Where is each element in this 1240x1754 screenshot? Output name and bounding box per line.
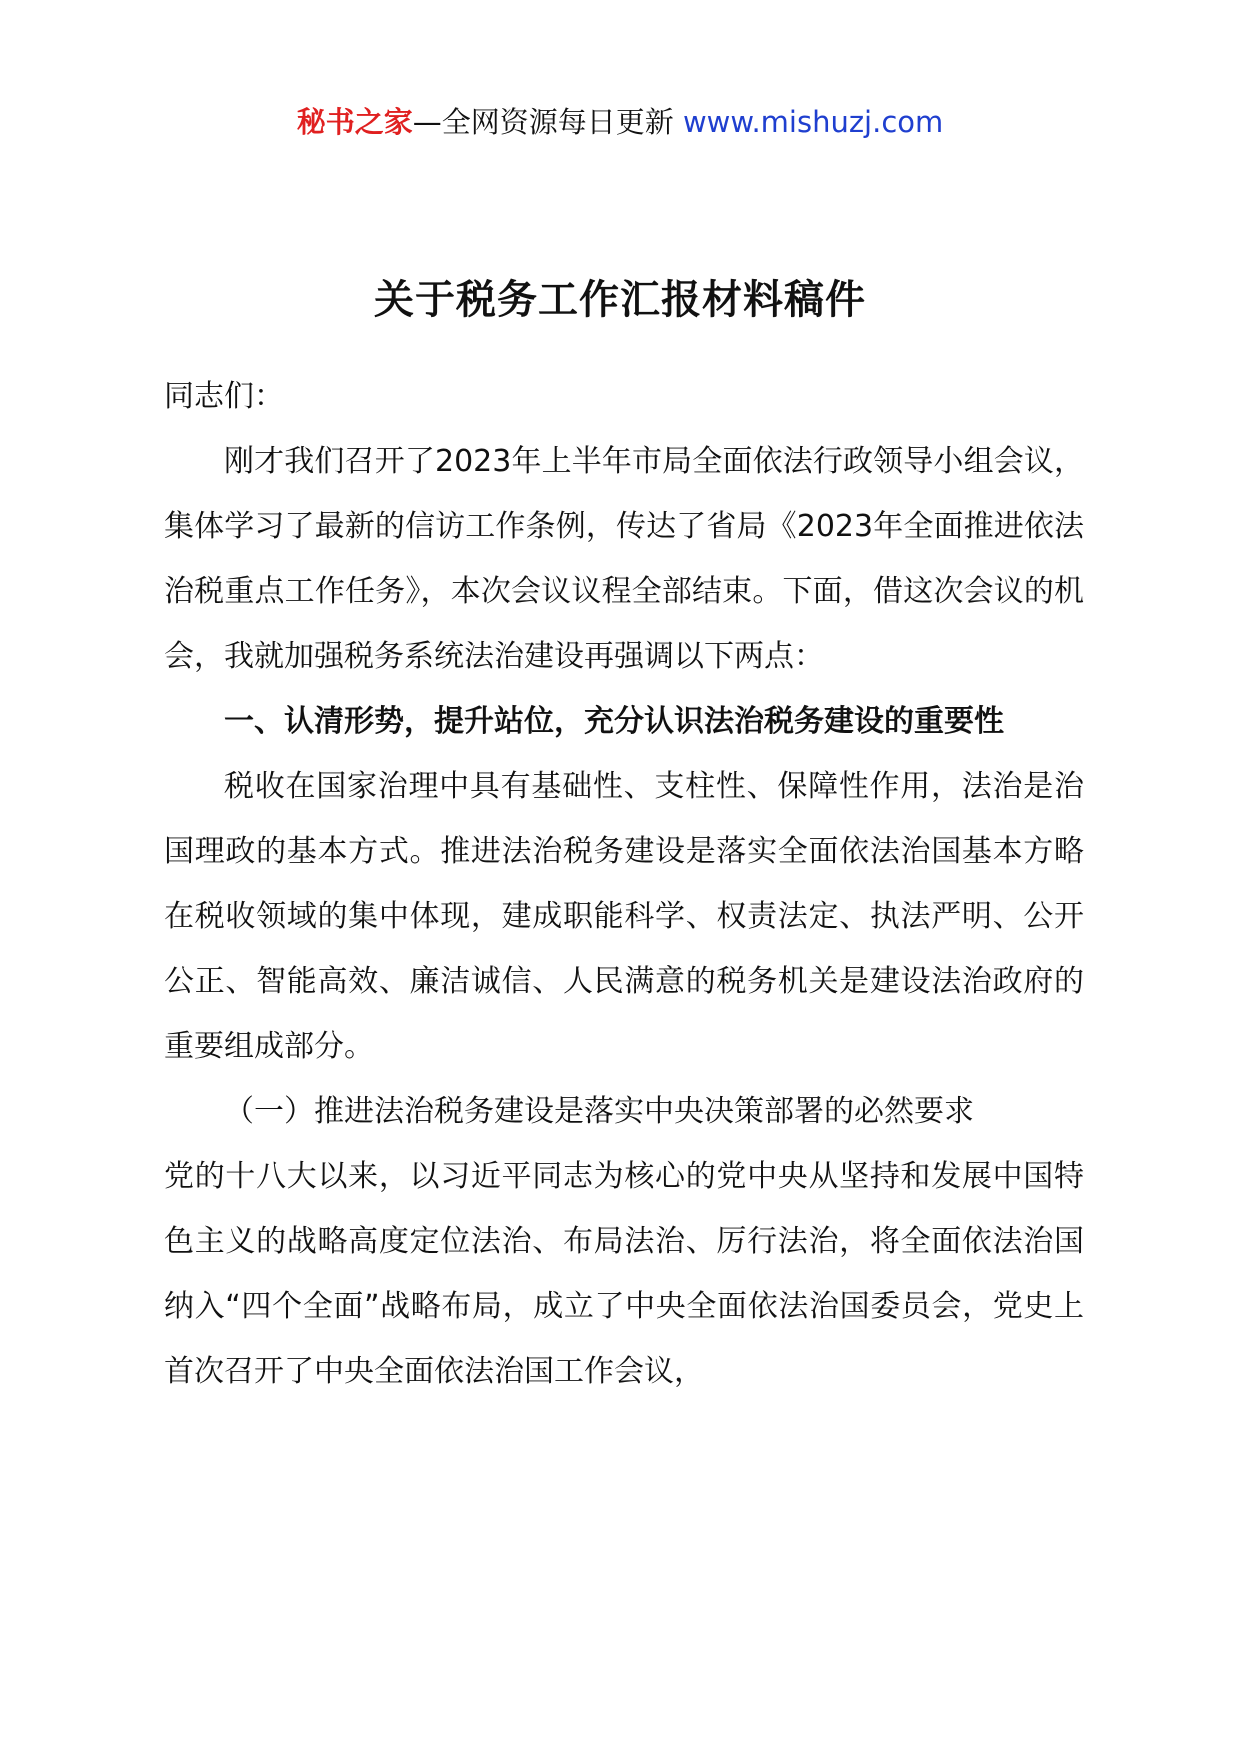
document-title: 关于税务工作汇报材料稿件 [374, 277, 866, 323]
paragraph-section-1: 税收在国家治理中具有基础性、支柱性、保障性作用，法治是治国理政的基本方式。推进法治税务建设是落实全面依法治国基本方略在税收领域的集中体现，建成职能科学、权责法定、执法严明、公开公正、智能高效、廉洁诚信、人民满意的税务机关是建设法治政府的重要组成部分。 [164, 769, 1084, 1064]
brand-name: 秘书之家 [296, 105, 413, 139]
site-header [0, 100, 1240, 144]
paragraph-subsection-1: 党的十八大以来，以习近平同志为核心的党中央从坚持和发展中国特色主义的战略高度定位法治、布局法治、厉行法治，将全面依法治国纳入“四个全面”战略布局，成立了中央全面依法治国委员会，党史上首次召开了中央全面依法治国工作会议， [164, 1159, 1084, 1389]
site-url-link[interactable]: www.mishuzj.com [682, 105, 944, 139]
salutation: 同志们： [164, 379, 284, 414]
subsection-heading-1: （一）推进法治税务建设是落实中央决策部署的必然要求 [224, 1094, 974, 1129]
document-body [164, 364, 1084, 1404]
paragraph-intro: 刚才我们召开了2023年上半年市局全面依法行政领导小组会议，集体学习了最新的信访工作条例，传达了省局《2023年全面推进依法治税重点工作任务》，本次会议议程全部结束。下面，借这次会议的机会，我就加强税务系统法治建设再强调以下两点： [164, 444, 1084, 674]
header-tagline: —全网资源每日更新 [412, 105, 683, 139]
section-heading-1: 一、认清形势，提升站位，充分认识法治税务建设的重要性 [224, 704, 1004, 739]
